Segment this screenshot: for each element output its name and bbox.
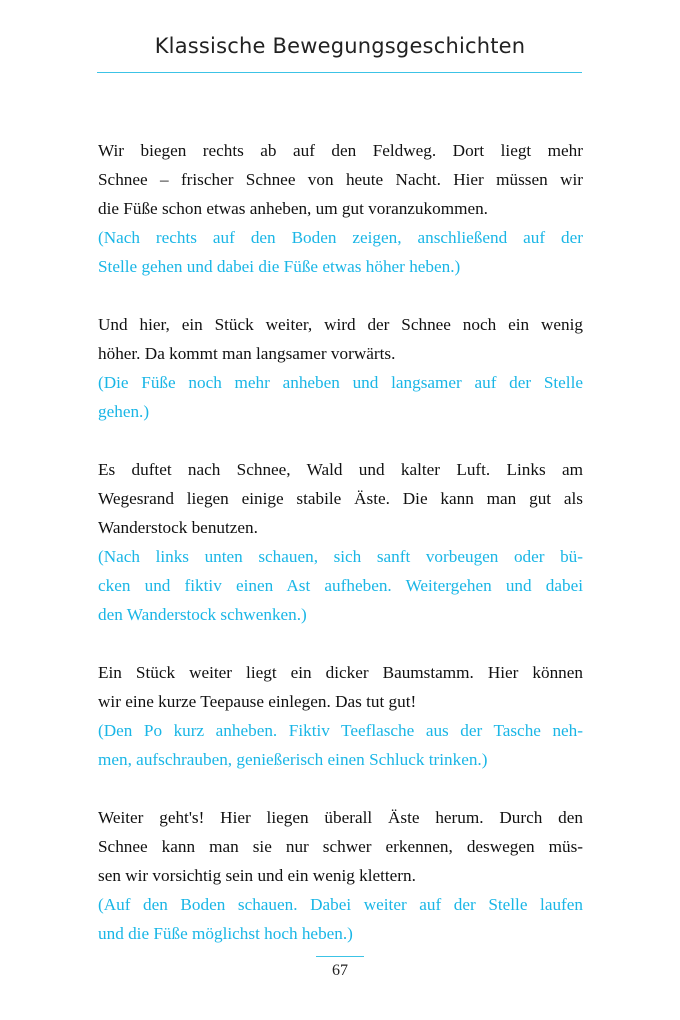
- narration-text: [98, 136, 583, 223]
- narration-line: Ein Stück weiter liegt ein dicker Baumstamm. Hier können: [98, 663, 583, 682]
- narration-line: sen wir vorsichtig sein und ein wenig klettern.: [98, 866, 416, 885]
- story-content: [98, 136, 583, 948]
- instruction-line: den Wanderstock schwenken.): [98, 605, 307, 624]
- instruction-line: cken und fiktiv einen Ast aufheben. Weitergehen und dabei: [98, 576, 583, 595]
- instruction-line: Stelle gehen und dabei die Füße etwas höher heben.): [98, 257, 461, 276]
- narration-text: [98, 455, 583, 542]
- instruction-line: (Nach links unten schauen, sich sanft vorbeugen oder bü-: [98, 547, 583, 566]
- movement-instruction: [98, 716, 583, 774]
- instruction-line: (Die Füße noch mehr anheben und langsamer auf der Stelle: [98, 373, 583, 392]
- instruction-line: men, aufschrauben, genießerisch einen Schluck trinken.): [98, 750, 488, 769]
- narration-text: [98, 803, 583, 890]
- movement-instruction: [98, 890, 583, 948]
- narration-line: Wanderstock benutzen.: [98, 518, 258, 537]
- movement-instruction: [98, 542, 583, 629]
- page-number: 67: [332, 962, 348, 979]
- footer-rule: [316, 956, 364, 957]
- narration-line: wir eine kurze Teepause einlegen. Das tut gut!: [98, 692, 417, 711]
- narration-line: Und hier, ein Stück weiter, wird der Schnee noch ein wenig: [98, 315, 583, 334]
- narration-line: Wir biegen rechts ab auf den Feldweg. Dort liegt mehr: [98, 141, 583, 160]
- narration-text: [98, 310, 583, 368]
- narration-line: höher. Da kommt man langsamer vorwärts.: [98, 344, 396, 363]
- narration-line: Weiter geht's! Hier liegen überall Äste herum. Durch den: [98, 808, 583, 827]
- header-rule: [97, 72, 582, 73]
- story-paragraph: [98, 455, 583, 629]
- instruction-line: und die Füße möglichst hoch heben.): [98, 924, 353, 943]
- narration-text: [98, 658, 583, 716]
- running-header-title: Klassische Bewegungsgeschichten: [154, 34, 526, 58]
- narration-line: die Füße schon etwas anheben, um gut voranzukommen.: [98, 199, 488, 218]
- instruction-line: (Auf den Boden schauen. Dabei weiter auf der Stelle laufen: [98, 895, 583, 914]
- story-paragraph: [98, 803, 583, 948]
- narration-line: Es duftet nach Schnee, Wald und kalter Luft. Links am: [98, 460, 583, 479]
- story-paragraph: [98, 136, 583, 281]
- story-paragraph: [98, 310, 583, 426]
- movement-instruction: [98, 368, 583, 426]
- narration-line: Schnee kann man sie nur schwer erkennen, deswegen müs-: [98, 837, 583, 856]
- narration-line: Wegesrand liegen einige stabile Äste. Die kann man gut als: [98, 489, 583, 508]
- movement-instruction: [98, 223, 583, 281]
- story-paragraph: [98, 658, 583, 774]
- instruction-line: gehen.): [98, 402, 150, 421]
- instruction-line: (Den Po kurz anheben. Fiktiv Teeflasche aus der Tasche neh-: [98, 721, 583, 740]
- instruction-line: (Nach rechts auf den Boden zeigen, anschließend auf der: [98, 228, 583, 247]
- narration-line: Schnee – frischer Schnee von heute Nacht. Hier müssen wir: [98, 170, 583, 189]
